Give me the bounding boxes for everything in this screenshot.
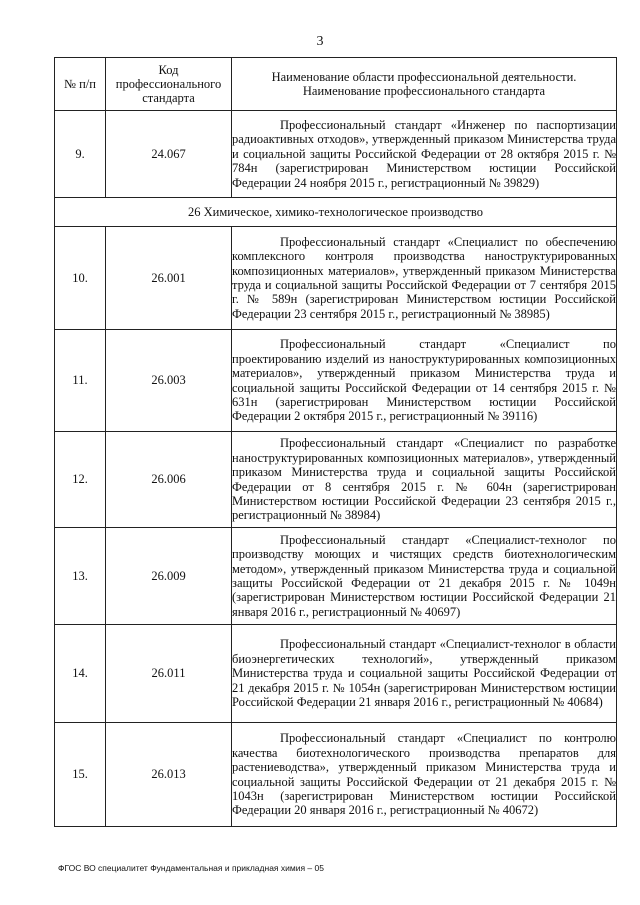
standard-description: Профессиональный стандарт «Инженер по паспортизации радиоактивных отходов», утвержденный приказом Министерства труда и социальной защиты Российской Федерации от 28 октября 2015 г. № 784н (зарегистрирован Министерством юстиции Российской Федерации 24 ноября 2015 г., регистрационный № 39829) [232, 111, 617, 198]
standard-description: Профессиональный стандарт «Специалист по разработке наноструктурированных композиционных материалов», утвержденный приказом Министерства труда и социальной защиты Российской Федерации от 8 сентября 2015 г. № 604н (зарегистрирован Министерством юстиции Российской Федерации 23 сентября 2015 г., регистрационный № 38984) [232, 432, 617, 528]
section-row [55, 198, 617, 227]
standards-table [54, 57, 617, 827]
table-header-row [55, 58, 617, 111]
header-name-line2: Наименование профессионального стандарта [302, 84, 546, 98]
standard-description: Профессиональный стандарт «Специалист-технолог в области биоэнергетических технологий», утвержденный приказом Министерства труда и социальной защиты Российской Федерации от 21 декабря 2015 г. № 1054н (зарегистрирован Министерством юстиции Российской Федерации 21 января 2016 г., регистрационный № 40684) [232, 625, 617, 723]
row-number: 10. [55, 227, 106, 330]
standard-code: 26.011 [106, 625, 232, 723]
row-number: 11. [55, 330, 106, 432]
table-row [55, 625, 617, 723]
row-number: 14. [55, 625, 106, 723]
header-num: № п/п [55, 58, 106, 111]
standard-code: 26.003 [106, 330, 232, 432]
table-row [55, 528, 617, 625]
standard-description: Профессиональный стандарт «Специалист по обеспечению комплексного контроля производства наноструктурированных композиционных материалов», утвержденный приказом Министерства труда и социальной защиты Российской Федерации от 7 сентября 2015 г. № 589н (зарегистрирован Министерством юстиции Российской Федерации 23 сентября 2015 г., регистрационный № 38985) [232, 227, 617, 330]
row-number: 9. [55, 111, 106, 198]
standard-code: 26.013 [106, 723, 232, 827]
header-name-line1: Наименование области профессиональной деятельности. [271, 70, 577, 84]
page-number: 3 [316, 34, 324, 49]
table-row [55, 111, 617, 198]
row-number: 12. [55, 432, 106, 528]
standard-description: Профессиональный стандарт «Специалист по проектированию изделий из наноструктурированных композиционных материалов», утвержденный приказом Министерства труда и социальной защиты Российской Федерации от 14 сентября 2015 г. № 631н (зарегистрирован Министерством юстиции Российской Федерации 2 октября 2015 г., регистрационный № 39116) [232, 330, 617, 432]
header-name [232, 58, 617, 111]
table-row [55, 723, 617, 827]
standard-code: 26.009 [106, 528, 232, 625]
table-row [55, 432, 617, 528]
standard-code: 24.067 [106, 111, 232, 198]
table-row [55, 227, 617, 330]
standard-code: 26.001 [106, 227, 232, 330]
standard-description: Профессиональный стандарт «Специалист-технолог по производству моющих и чистящих средств биотехнологическим методом», утвержденный приказом Министерства труда и социальной защиты Российской Федерации от 21 декабря 2015 г. № 1049н (зарегистрирован Министерством юстиции Российской Федерации 21 января 2016 г., регистрационный № 40697) [232, 528, 617, 625]
section-title: 26 Химическое, химико-технологическое производство [55, 198, 617, 227]
page-footer: ФГОС ВО специалитет Фундаментальная и прикладная химия – 05 [58, 863, 324, 873]
row-number: 15. [55, 723, 106, 827]
standard-code: 26.006 [106, 432, 232, 528]
header-code: Код профессионального стандарта [106, 58, 232, 111]
table-row [55, 330, 617, 432]
standard-description: Профессиональный стандарт «Специалист по контролю качества биотехнологического производства препаратов для растениеводства», утвержденный приказом Министерства труда и социальной защиты Российской Федерации от 21 декабря 2015 г. № 1043н (зарегистрирован Министерством юстиции Российской Федерации 20 января 2016 г., регистрационный № 40672) [232, 723, 617, 827]
row-number: 13. [55, 528, 106, 625]
